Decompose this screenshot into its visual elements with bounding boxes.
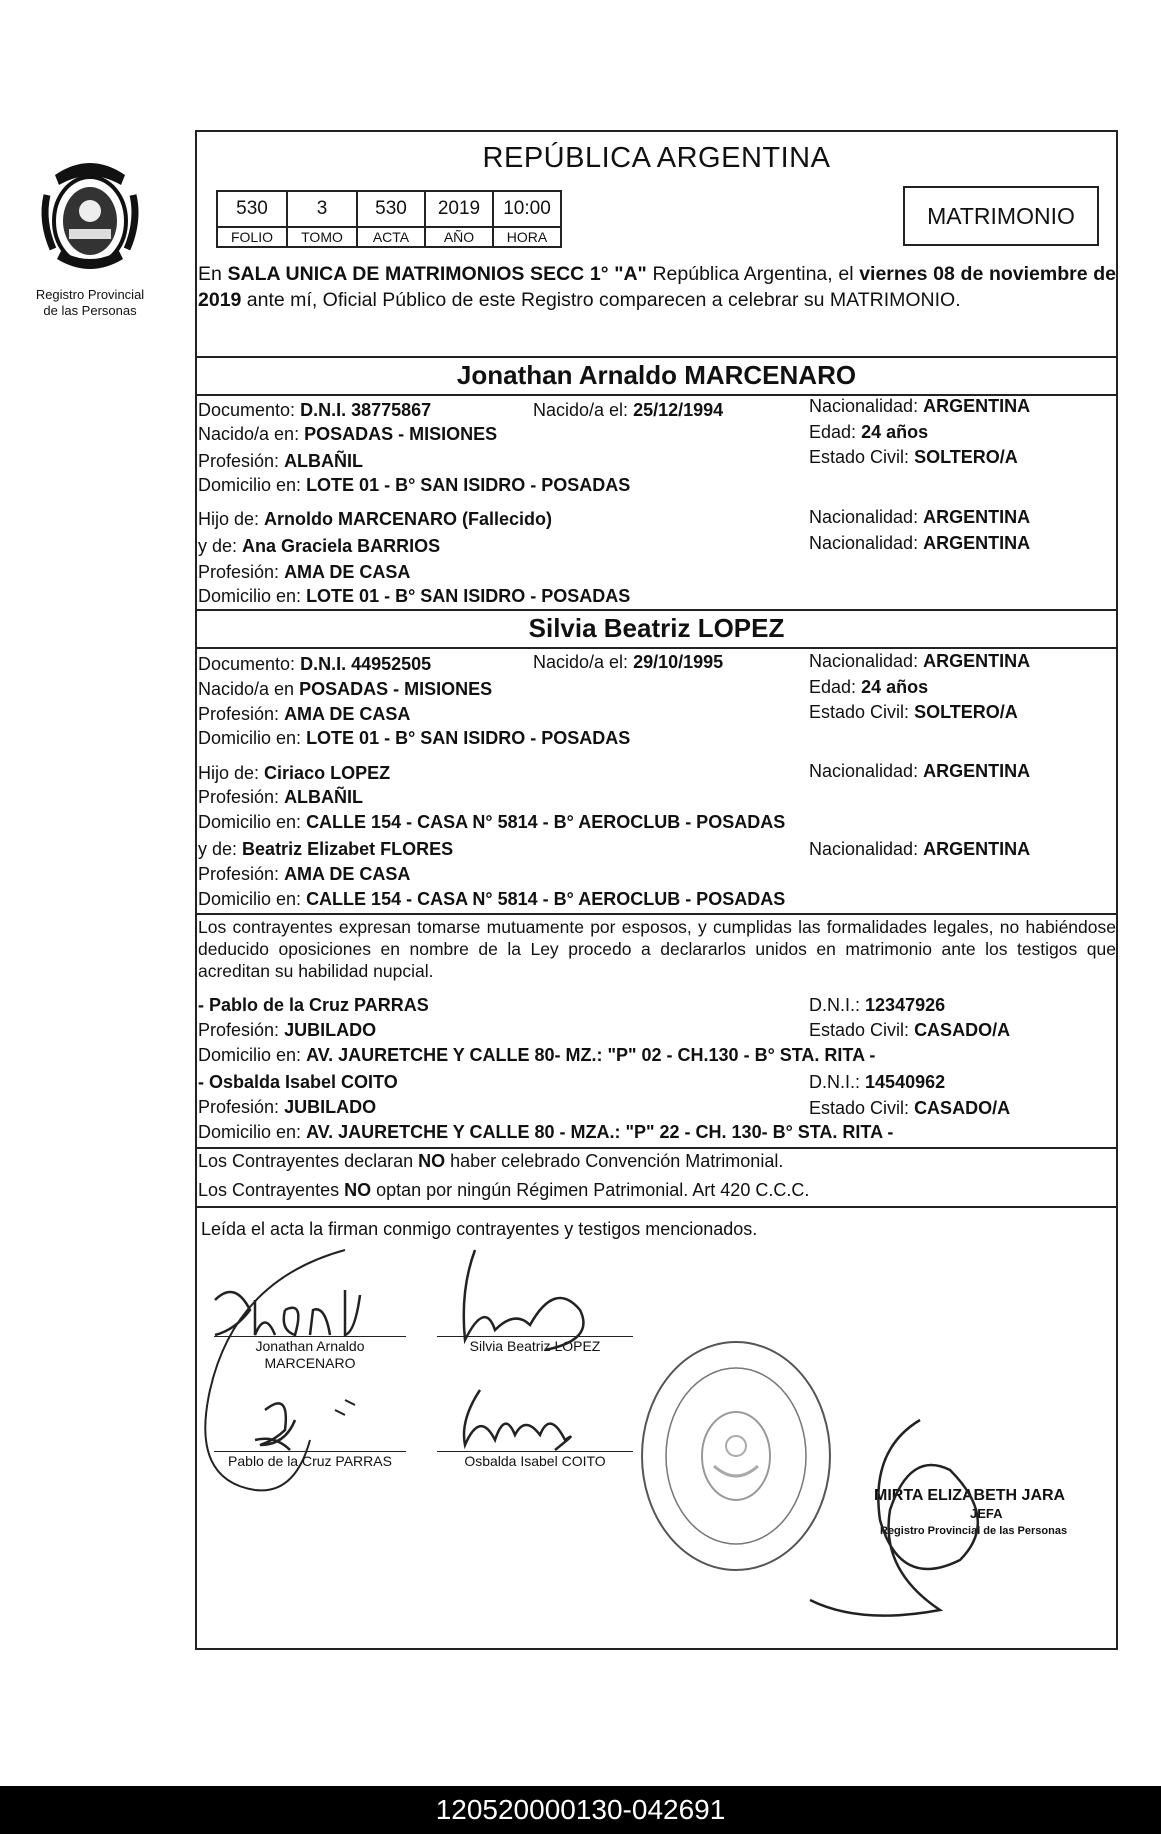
tomo-label: TOMO (287, 227, 357, 247)
folio-value: 530 (217, 191, 287, 227)
regime-statement: Los Contrayentes NO optan por ningún Régimen Patrimonial. Art 420 C.C.C. (198, 1180, 810, 1200)
logo-caption-line1: Registro Provincial (35, 287, 145, 302)
ano-value: 2019 (425, 191, 493, 227)
bride-father-nationality: Nacionalidad: ARGENTINA (809, 761, 1031, 781)
bride-document: Documento: D.N.I. 44952505 (198, 654, 432, 674)
registry-logo (20, 155, 160, 319)
declaration-text: Los contrayentes expresan tomarse mutuamente por esposos, y cumplidas las formalidades legales, no habiéndose deducido oposiciones en nombre de la Ley procedo a declararlos unidos en matrimonio ante los testigos que acreditan su habilidad nupcial. (198, 917, 1116, 981)
hora-value: 10:00 (493, 191, 561, 227)
witness2-signature-label: Osbalda Isabel COITO (464, 1453, 606, 1469)
witness2-dni: D.N.I.: 14540962 (809, 1072, 946, 1092)
document-title: REPÚBLICA ARGENTINA (482, 142, 831, 174)
divider (195, 609, 1118, 611)
folio-label: FOLIO (217, 227, 287, 247)
groom-birthdate: Nacido/a el: 25/12/1994 (533, 400, 724, 420)
record-codes-table (216, 190, 562, 248)
official-name: MIRTA ELIZABETH JARA (874, 1487, 1066, 1504)
bride-birthdate: Nacido/a el: 29/10/1995 (533, 652, 724, 672)
groom-mother-nationality: Nacionalidad: ARGENTINA (809, 533, 1031, 553)
convention-statement: Los Contrayentes declaran NO haber celebrado Convención Matrimonial. (198, 1151, 784, 1171)
groom-document: Documento: D.N.I. 38775867 (198, 400, 432, 420)
acta-label: ACTA (357, 227, 425, 247)
barcode-number: 120520000130-042691 (0, 1786, 1161, 1834)
groom-mother: y de: Ana Graciela BARRIOS (198, 536, 441, 556)
ano-label: AÑO (425, 227, 493, 247)
witness1-signature-label: Pablo de la Cruz PARRAS (228, 1453, 392, 1469)
official-office: Registro Provincial de las Personas (880, 1525, 1068, 1537)
divider (195, 913, 1118, 915)
bride-father: Hijo de: Ciriaco LOPEZ (198, 763, 391, 783)
witness1-dni: D.N.I.: 12347926 (809, 995, 946, 1015)
divider (195, 1147, 1118, 1149)
bride-mother-nationality: Nacionalidad: ARGENTINA (809, 839, 1031, 859)
closing-statement: Leída el acta la firman conmigo contrayentes y testigos mencionados. (201, 1219, 758, 1239)
handwritten-signatures (195, 1240, 615, 1540)
groom-profession: Profesión: ALBAÑIL (198, 451, 364, 471)
bride-birthplace: Nacido/a en POSADAS - MISIONES (198, 679, 493, 699)
bride-age: Edad: 24 años (809, 677, 929, 697)
witness2-name: - Osbalda Isabel COITO (198, 1072, 398, 1092)
intro-text-2: República Argentina, el (646, 263, 860, 285)
bride-address: Domicilio en: LOTE 01 - B° SAN ISIDRO - POSADAS (198, 728, 631, 748)
groom-age: Edad: 24 años (809, 422, 929, 442)
witness2-civil-status: Estado Civil: CASADO/A (809, 1098, 1011, 1118)
groom-parents-profession: Profesión: AMA DE CASA (198, 562, 411, 582)
divider (195, 356, 1118, 358)
groom-name: Jonathan Arnaldo MARCENARO (456, 360, 857, 390)
intro-paragraph (198, 261, 1116, 313)
witness1-profession: Profesión: JUBILADO (198, 1020, 377, 1040)
groom-address: Domicilio en: LOTE 01 - B° SAN ISIDRO - POSADAS (198, 475, 631, 495)
groom-father: Hijo de: Arnoldo MARCENARO (Fallecido) (198, 509, 553, 529)
bride-name: Silvia Beatriz LOPEZ (528, 613, 785, 643)
tomo-value: 3 (287, 191, 357, 227)
groom-nationality: Nacionalidad: ARGENTINA (809, 396, 1031, 416)
bride-civil-status: Estado Civil: SOLTERO/A (809, 702, 1018, 722)
bride-signature-label: Silvia Beatriz LOPEZ (469, 1338, 601, 1354)
witness2-profession: Profesión: JUBILADO (198, 1097, 377, 1117)
witness1-name: - Pablo de la Cruz PARRAS (198, 995, 429, 1015)
groom-father-nationality: Nacionalidad: ARGENTINA (809, 507, 1031, 527)
groom-parents-address: Domicilio en: LOTE 01 - B° SAN ISIDRO - POSADAS (198, 586, 631, 606)
bride-mother-address: Domicilio en: CALLE 154 - CASA N° 5814 - B° AEROCLUB - POSADAS (198, 889, 786, 909)
intro-place: SALA UNICA DE MATRIMONIOS SECC 1° "A" (227, 263, 647, 285)
groom-civil-status: Estado Civil: SOLTERO/A (809, 447, 1018, 467)
bride-father-profession: Profesión: ALBAÑIL (198, 787, 364, 807)
bride-nationality: Nacionalidad: ARGENTINA (809, 651, 1031, 671)
acta-value: 530 (357, 191, 425, 227)
bride-mother-profession: Profesión: AMA DE CASA (198, 864, 411, 884)
official-signature-scribble (800, 1410, 1030, 1630)
intro-text-1: En (198, 263, 228, 285)
groom-signature-label: Jonathan Arnaldo MARCENARO (255, 1338, 365, 1371)
intro-date: viernes 08 de noviembre de 2019 (198, 263, 1116, 311)
witness1-address: Domicilio en: AV. JAURETCHE Y CALLE 80- MZ.: "P" 02 - CH.130 - B° STA. RITA - (198, 1045, 876, 1065)
bride-father-address: Domicilio en: CALLE 154 - CASA N° 5814 - B° AEROCLUB - POSADAS (198, 812, 786, 832)
official-role: JEFA (970, 1506, 1003, 1521)
provincia-misiones-emblem-icon (35, 155, 145, 283)
bride-profession: Profesión: AMA DE CASA (198, 704, 411, 724)
intro-text-3: ante mí, Oficial Público de este Registro comparecen a celebrar su MATRIMONIO. (241, 289, 961, 311)
witness2-address: Domicilio en: AV. JAURETCHE Y CALLE 80 - MZA.: "P" 22 - CH. 130- B° STA. RITA - (198, 1122, 894, 1142)
hora-label: HORA (493, 227, 561, 247)
groom-birthplace: Nacido/a en: POSADAS - MISIONES (198, 424, 498, 444)
divider (195, 1206, 1118, 1208)
document-type-box: MATRIMONIO (903, 186, 1099, 246)
logo-caption-line2: de las Personas (43, 303, 137, 318)
witness1-civil-status: Estado Civil: CASADO/A (809, 1020, 1011, 1040)
divider (195, 647, 1118, 649)
bride-mother: y de: Beatriz Elizabet FLORES (198, 839, 454, 859)
